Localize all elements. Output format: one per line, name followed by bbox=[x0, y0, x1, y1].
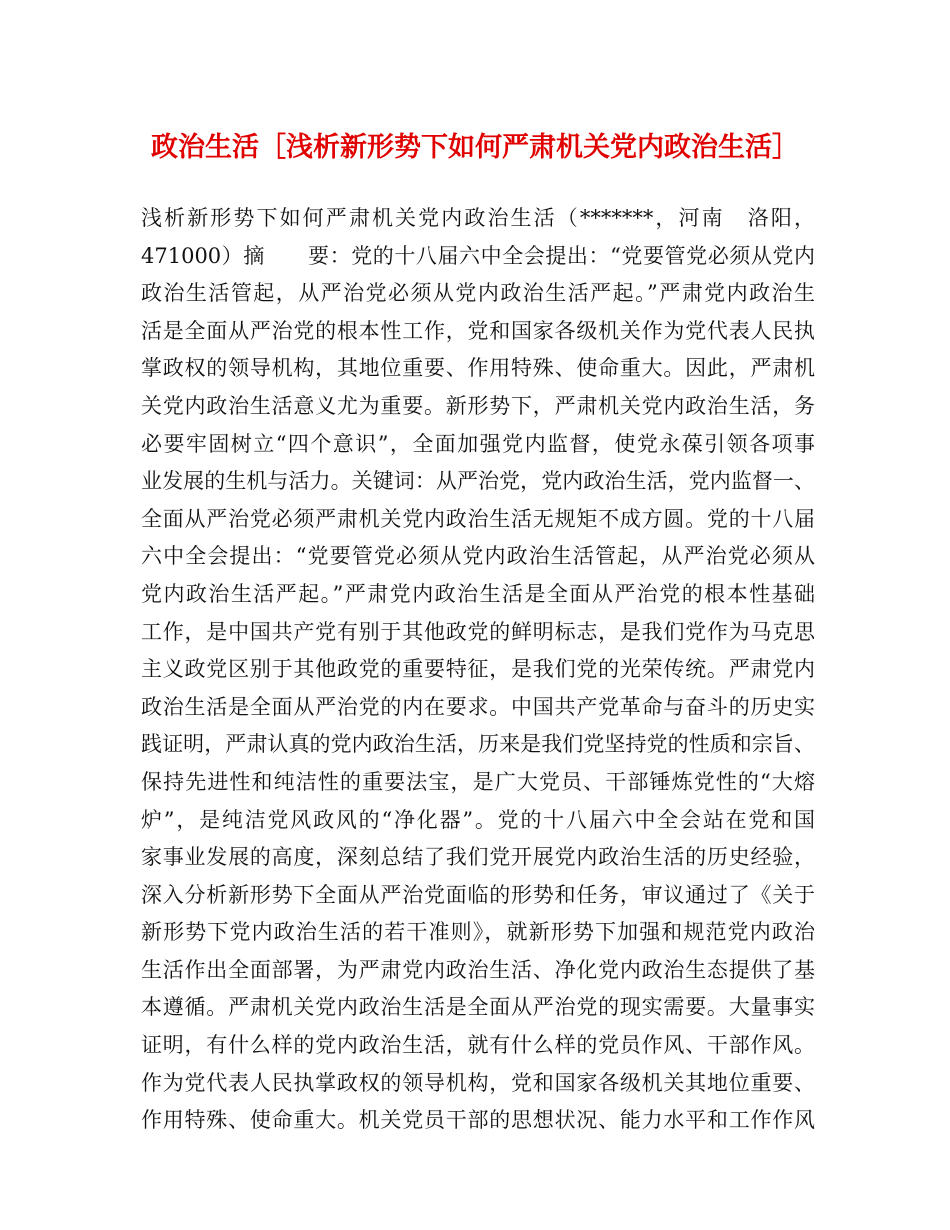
body-line: 六中全会提出：“党要管党必须从党内政治生活管起，从严治党必须从 bbox=[141, 544, 815, 569]
body-line: 必要牢固树立“四个意识”，全面加强党内监督，使党永葆引领各项事 bbox=[141, 431, 815, 456]
body-line: 作为党代表人民执掌政权的领导机构，党和国家各级机关其地位重要、 bbox=[141, 1070, 815, 1095]
body-line: 深入分析新形势下全面从严治党面临的形势和任务，审议通过了《关于 bbox=[141, 882, 815, 907]
body-line: 作用特殊、使命重大。机关党员干部的思想状况、能力水平和工作作风 bbox=[141, 1108, 815, 1133]
body-line: 政治生活是全面从严治党的内在要求。中国共产党革命与奋斗的历史实 bbox=[141, 694, 815, 719]
body-line: 本遵循。严肃机关党内政治生活是全面从严治党的现实需要。大量事实 bbox=[141, 995, 815, 1020]
body-line: 践证明，严肃认真的党内政治生活，历来是我们党坚持党的性质和宗旨、 bbox=[141, 732, 815, 757]
body-line: 关党内政治生活意义尤为重要。新形势下，严肃机关党内政治生活，务 bbox=[141, 393, 815, 418]
body-line: 证明，有什么样的党内政治生活，就有什么样的党员作风、干部作风。 bbox=[141, 1033, 815, 1058]
body-line: 炉”，是纯洁党风政风的“净化器”。党的十八届六中全会站在党和国 bbox=[141, 807, 815, 832]
body-line: 保持先进性和纯洁性的重要法宝，是广大党员、干部锤炼党性的“大熔 bbox=[141, 769, 815, 794]
body-line: 掌政权的领导机构，其地位重要、作用特殊、使命重大。因此，严肃机 bbox=[141, 356, 815, 381]
body-line: 生活作出全面部署，为严肃党内政治生活、净化党内政治生态提供了基 bbox=[141, 957, 815, 982]
document-title: 政治生活［浅析新形势下如何严肃机关党内政治生活］ bbox=[151, 132, 799, 163]
body-line: 业发展的生机与活力。关键词：从严治党，党内政治生活，党内监督一、 bbox=[141, 469, 815, 494]
body-line: 活是全面从严治党的根本性工作，党和国家各级机关作为党代表人民执 bbox=[141, 318, 815, 343]
document-body bbox=[141, 200, 815, 1140]
body-line: 浅析新形势下如何严肃机关党内政治生活（*******，河南 洛阳， bbox=[141, 206, 815, 230]
body-line: 家事业发展的高度，深刻总结了我们党开展党内政治生活的历史经验， bbox=[141, 845, 815, 870]
body-line: 新形势下党内政治生活的若干准则》，就新形势下加强和规范党内政治 bbox=[141, 920, 815, 945]
body-line: 政治生活管起，从严治党必须从党内政治生活严起。”严肃党内政治生 bbox=[141, 281, 815, 306]
body-line: 工作，是中国共产党有别于其他政党的鲜明标志，是我们党作为马克思 bbox=[141, 619, 815, 644]
body-line: 党内政治生活严起。”严肃党内政治生活是全面从严治党的根本性基础 bbox=[141, 581, 815, 606]
body-line: 471000）摘 要：党的十八届六中全会提出：“党要管党必须从党内 bbox=[141, 243, 815, 268]
body-line: 全面从严治党必须严肃机关党内政治生活无规矩不成方圆。党的十八届 bbox=[141, 506, 815, 531]
body-line: 主义政党区别于其他政党的重要特征，是我们党的光荣传统。严肃党内 bbox=[141, 657, 815, 682]
